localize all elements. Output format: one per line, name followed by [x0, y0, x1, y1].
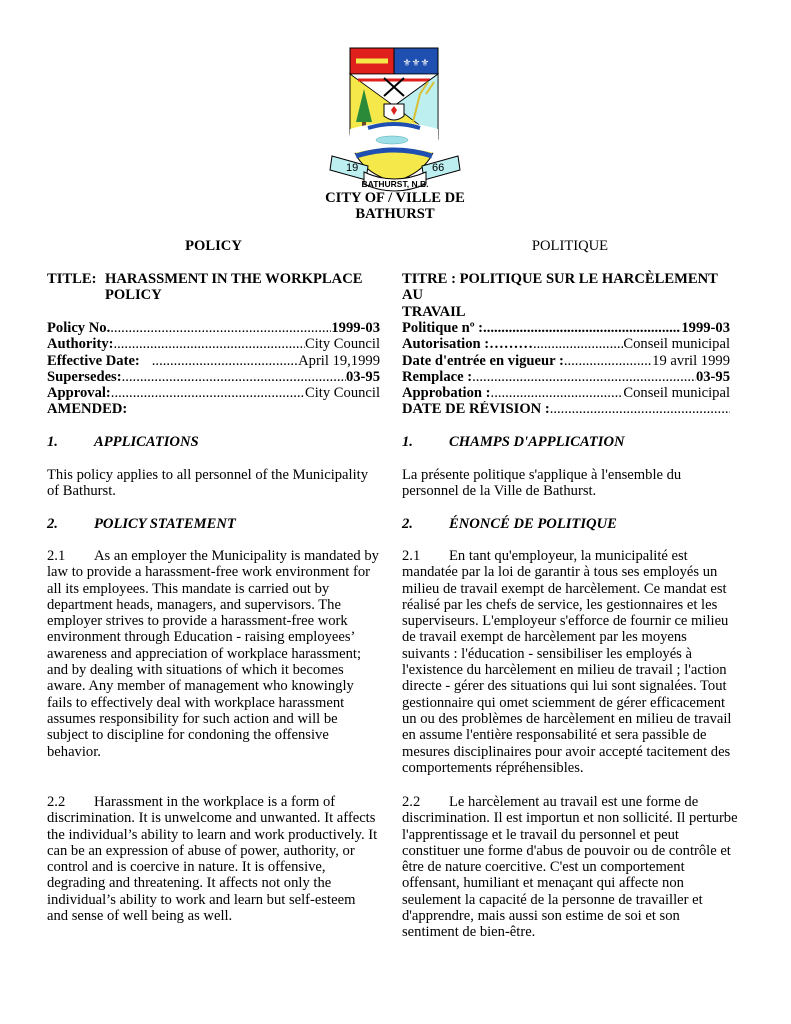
- meta-label: DATE DE RÉVISION :: [402, 401, 550, 418]
- meta-row-supersedes: [47, 369, 380, 385]
- section-1-heading-fr: [402, 434, 738, 450]
- meta-label: Politique nº :: [402, 320, 484, 336]
- section-number: 1.: [47, 434, 58, 450]
- section-2-heading-en: [47, 516, 380, 532]
- meta-value: April 19,1999: [298, 352, 380, 369]
- paragraph-number: 2.1: [47, 548, 66, 564]
- section-number: 2.: [47, 516, 58, 532]
- meta-row-date-revision: [402, 401, 730, 417]
- meta-value: 1999-03: [331, 320, 380, 336]
- paragraph-2-1-en: [47, 548, 380, 760]
- paragraph-number: 2.2: [402, 794, 421, 810]
- section-1-heading-en: [47, 434, 380, 450]
- title-line1-en: HARASSMENT IN THE WORKPLACE: [105, 271, 363, 287]
- meta-label: Date d'entrée en vigueur :: [402, 352, 564, 369]
- amended-label: AMENDED:: [47, 401, 128, 418]
- crest-year-right: 66: [432, 162, 445, 174]
- section-title: ÉNONCÉ DE POLITIQUE: [449, 516, 617, 532]
- paragraph-text: En tant qu'employeur, la municipalité est mandatée par la loi de garantir à tous ses employés un milieu de travail exempt de harcèlement. Ce mandat est réalisé par les chefs de service, les gestionnaires et les superviseurs. L'employeur s'efforce de fournir ce milieu de travail exempt de harcèlement par les moyens suivants : l'éducation - sensibiliser les employés à l'existence du harcèlement en milieu de travail ; l'action directe - gérer des situations qui lui sont signalées. Tout gestionnaire qui omet sciemment de gérer efficacement un ou des problèmes de harcèlement en milieu de travail en assume l'entière responsabilité et sera passible de mesures disciplinaires pour avoir accepté tacitement des comportements répréhensibles.: [402, 548, 732, 776]
- title-line1-fr: TITRE : POLITIQUE SUR LE HARCÈLEMENT AU: [402, 271, 718, 304]
- paragraph-text: Harassment in the workplace is a form of discrimination. It is unwelcome and unwanted. It affects the individual’s ability to learn and work productively. It can be an expression of abuse of power, authority, or control and is coercive in nature. It is offensive, degrading and threatening. It affects not only the individual’s ability to work and learn but self-esteem and sense of well being as well.: [47, 794, 378, 925]
- meta-label: Approval:: [47, 385, 111, 402]
- title-en: [47, 271, 380, 304]
- meta-label: Approbation :: [402, 385, 491, 402]
- meta-row-effective-date: [47, 353, 380, 369]
- meta-label: Effective Date:: [47, 352, 140, 369]
- metadata-fr: [402, 320, 730, 418]
- section-number: 2.: [402, 516, 413, 532]
- meta-value: 03-95: [695, 368, 730, 385]
- section-title: CHAMPS D'APPLICATION: [449, 434, 625, 450]
- section-number: 1.: [402, 434, 413, 450]
- paragraph-2-1-fr: [402, 548, 738, 776]
- section-title: POLICY STATEMENT: [94, 516, 236, 532]
- meta-label: Policy No.: [47, 320, 111, 336]
- meta-label: Authority:: [47, 336, 114, 353]
- meta-value: Conseil municipal: [623, 385, 730, 402]
- svg-text:⚜⚜⚜: ⚜⚜⚜: [402, 58, 430, 69]
- meta-row-policy-no: [47, 320, 380, 336]
- policy-heading-en: POLICY: [185, 238, 242, 254]
- meta-value: 1999-03: [681, 320, 730, 336]
- city-name-line2: BATHURST: [355, 206, 435, 223]
- paragraph-text: As an employer the Municipality is mandated by law to provide a harassment-free work environment for all its employees. This mandate is carried out by department heads, managers, and supervisors. The employer strives to provide a harassment-free work environment through Education - raising employees’ awareness and appreciation of workplace harassment; and by dealing with situations of which it becomes aware. Any member of management who knowingly fails to effectively deal with workplace harassment assumes responsibility for such action and will be subject to discipline for condoning the offensive behavior.: [47, 548, 379, 760]
- paragraph-2-2-fr: [402, 794, 738, 941]
- title-line2-fr: TRAVAIL: [402, 303, 466, 320]
- meta-row-autorisation: [402, 336, 730, 352]
- crest-motto: BATHURST, N.B.: [361, 179, 429, 189]
- metadata-en: [47, 320, 380, 418]
- meta-value: City Council: [305, 385, 380, 402]
- meta-value: Conseil municipal: [623, 336, 730, 353]
- title-label-en: TITLE:: [47, 271, 97, 287]
- meta-row-approbation: [402, 385, 730, 401]
- meta-row-remplace: [402, 369, 730, 385]
- paragraph-number: 2.1: [402, 548, 421, 564]
- city-crest-logo: [328, 44, 462, 194]
- city-name: [280, 190, 510, 223]
- meta-value: 19 avril 1999: [652, 352, 730, 369]
- meta-row-date-entree: [402, 353, 730, 369]
- meta-value: 03-95: [345, 368, 380, 385]
- section-2-heading-fr: [402, 516, 738, 532]
- meta-label: Remplace :: [402, 368, 473, 385]
- section-title: APPLICATIONS: [94, 434, 199, 450]
- crest-year-left: 19: [346, 162, 359, 174]
- paragraph-2-2-en: [47, 794, 380, 924]
- section-1-text-en: This policy applies to all personnel of the Municipality of Bathurst.: [47, 467, 368, 500]
- title-line2-en: POLICY: [105, 287, 162, 304]
- meta-row-authority: [47, 336, 380, 352]
- paragraph-text: Le harcèlement au travail est une forme de discrimination. Il est importun et non sollicité. Il perturbe l'apprentissage et le travail du personnel et peut constituer une forme d'abus de pouvoir ou de contrôle et être de nature coercitive. C'est un comportement offensant, humiliant et menaçant qui affecte non seulement la capacité de la personne de travailler et d'apprendre, mais aussi son estime de soi et son sentiment de bien-être.: [402, 794, 738, 941]
- meta-row-politique-no: [402, 320, 730, 336]
- meta-row-approval: [47, 385, 380, 401]
- meta-label: Supersedes:: [47, 368, 122, 385]
- title-fr: [402, 271, 738, 320]
- meta-value: City Council: [305, 336, 380, 353]
- city-name-line1: CITY OF / VILLE DE: [325, 190, 465, 206]
- policy-heading-fr: POLITIQUE: [531, 238, 609, 254]
- section-1-text-fr: La présente politique s'applique à l'ensemble du personnel de la Ville de Bathurst.: [402, 467, 682, 500]
- meta-label: Autorisation :………: [402, 336, 533, 353]
- paragraph-number: 2.2: [47, 794, 66, 810]
